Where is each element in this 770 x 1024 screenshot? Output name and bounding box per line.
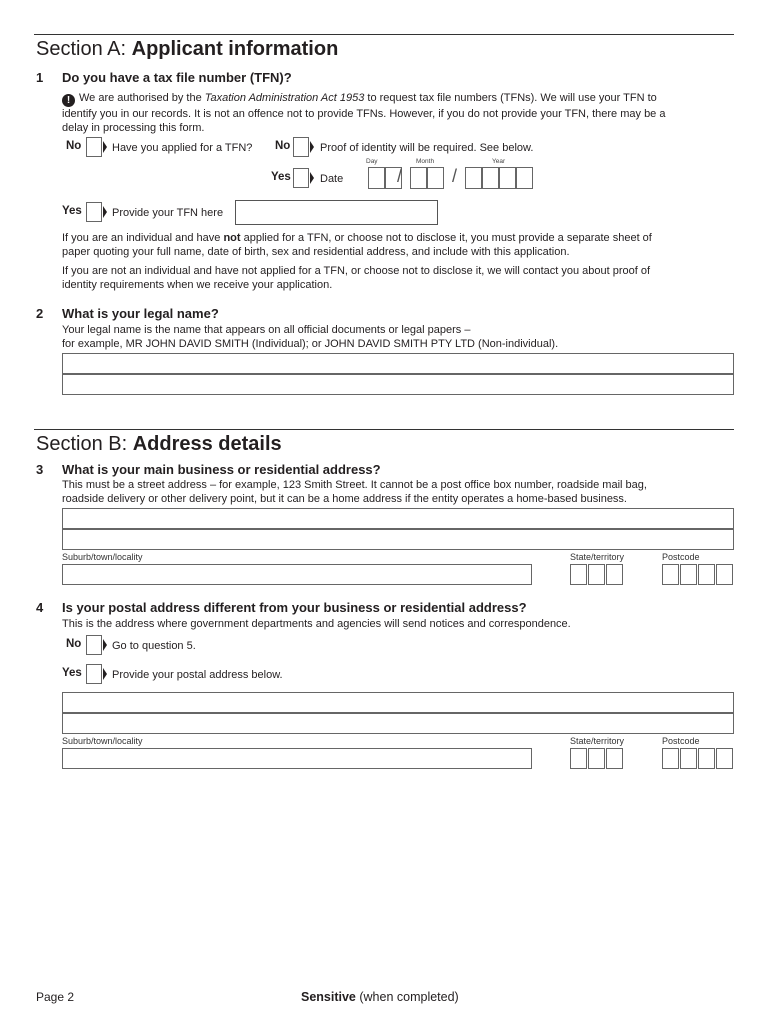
provide-tfn-label: Provide your TFN here [112,207,224,219]
applied-no-checkbox[interactable] [293,137,309,157]
non-individual-paragraph: If you are not an individual and have not applied for a TFN, or choose not to disclose it, we will contact you about proof of identity requirements when we receive your application. [62,265,651,291]
postcode-box[interactable] [716,748,733,769]
applied-yes-checkbox[interactable] [293,168,309,188]
question-number: 4 [36,600,44,615]
individual-paragraph: If you are an individual and have not applied for a TFN, or choose not to disclose it, you must provide a separate sheet of paper quoting your full name, date of birth, sex and residential address, and include with this application. [62,232,652,258]
state-box[interactable] [570,564,587,585]
section-a-title: Section A: Applicant information [36,38,339,60]
yes-label: Yes [62,205,82,217]
date-separator: / [452,166,458,186]
yes-label: Yes [62,667,82,679]
state-box[interactable] [606,748,623,769]
postcode-box[interactable] [662,564,679,585]
postal-no-checkbox[interactable] [86,635,102,655]
suburb-label: Suburb/town/locality [62,552,143,562]
sensitive-label: Sensitive (when completed) [301,990,459,1004]
tfn-no-checkbox[interactable] [86,137,102,157]
date-year-3[interactable] [499,167,516,189]
question-number: 1 [36,70,44,85]
postal-suburb-input[interactable] [62,748,532,769]
postcode-box[interactable] [698,748,715,769]
no-label: No [275,140,291,152]
date-label: Date [320,173,344,185]
arrow-icon [103,206,107,218]
state-box[interactable] [588,748,605,769]
postal-line-2[interactable] [62,713,734,734]
section-b-title: Section B: Address details [36,433,282,455]
arrow-icon [310,172,314,184]
postcode-box[interactable] [662,748,679,769]
page-number: Page 2 [36,990,75,1004]
arrow-icon [103,639,107,651]
question-4-title: Is your postal address different from your business or residential address? [62,600,527,615]
no-label: No [66,638,82,650]
postcode-label: Postcode [662,736,700,746]
postal-no-text: Go to question 5. [112,640,196,652]
legal-name-line-2[interactable] [62,374,734,395]
state-box[interactable] [588,564,605,585]
address-help: This must be a street address – for example, 123 Smith Street. It cannot be a post office box number, roadside mail bag, roadside delivery or other delivery point, but it can be a home address if the entity operates a home-based business. [62,479,647,505]
divider [34,429,734,430]
legal-name-line-1[interactable] [62,353,734,374]
year-label: Year [492,158,506,165]
question-number: 2 [36,306,44,321]
arrow-icon [103,141,107,153]
suburb-label: Suburb/town/locality [62,736,143,746]
date-month-2[interactable] [427,167,444,189]
postcode-box[interactable] [716,564,733,585]
suburb-input[interactable] [62,564,532,585]
no-label: No [66,140,82,152]
postal-yes-text: Provide your postal address below. [112,669,283,681]
date-year-1[interactable] [465,167,482,189]
question-3-title: What is your main business or residential address? [62,462,381,477]
warning-icon: ! [62,94,75,107]
address-line-2[interactable] [62,529,734,550]
tfn-input[interactable] [235,200,438,225]
address-line-1[interactable] [62,508,734,529]
postcode-box[interactable] [680,564,697,585]
day-label: Day [366,158,378,165]
state-box[interactable] [606,564,623,585]
tfn-notice: ! We are authorised by the Taxation Administration Act 1953 to request tax file numbers (TFNs). We will use your TFN to identify you in our records. It is not an offence not to provide TFNs. However, if you do not provide your TFN, there may be a delay in processing this form. [62,92,666,134]
arrow-icon [310,141,314,153]
postcode-label: Postcode [662,552,700,562]
date-month-1[interactable] [410,167,427,189]
state-label: State/territory [570,552,625,562]
applied-question: Have you applied for a TFN? [112,142,253,154]
month-label: Month [416,158,435,165]
legal-name-help: Your legal name is the name that appears on all official documents or legal papers – for example, MR JOHN DAVID SMITH (Individual); or JOHN DAVID SMITH PTY LTD (Non-individual). [62,324,559,350]
postcode-box[interactable] [698,564,715,585]
postal-yes-checkbox[interactable] [86,664,102,684]
state-label: State/territory [570,736,625,746]
tfn-yes-checkbox[interactable] [86,202,102,222]
question-1-title: Do you have a tax file number (TFN)? [62,70,292,85]
proof-text: Proof of identity will be required. See below. [320,142,534,154]
yes-label: Yes [271,171,291,183]
date-year-4[interactable] [516,167,533,189]
question-2-title: What is your legal name? [62,306,219,321]
arrow-icon [103,668,107,680]
state-box[interactable] [570,748,587,769]
date-day-1[interactable] [368,167,385,189]
date-separator: / [397,166,403,186]
postal-line-1[interactable] [62,692,734,713]
divider [34,34,734,35]
date-year-2[interactable] [482,167,499,189]
postal-help: This is the address where government departments and agencies will send notices and correspondence. [62,618,571,630]
question-number: 3 [36,462,44,477]
postcode-box[interactable] [680,748,697,769]
